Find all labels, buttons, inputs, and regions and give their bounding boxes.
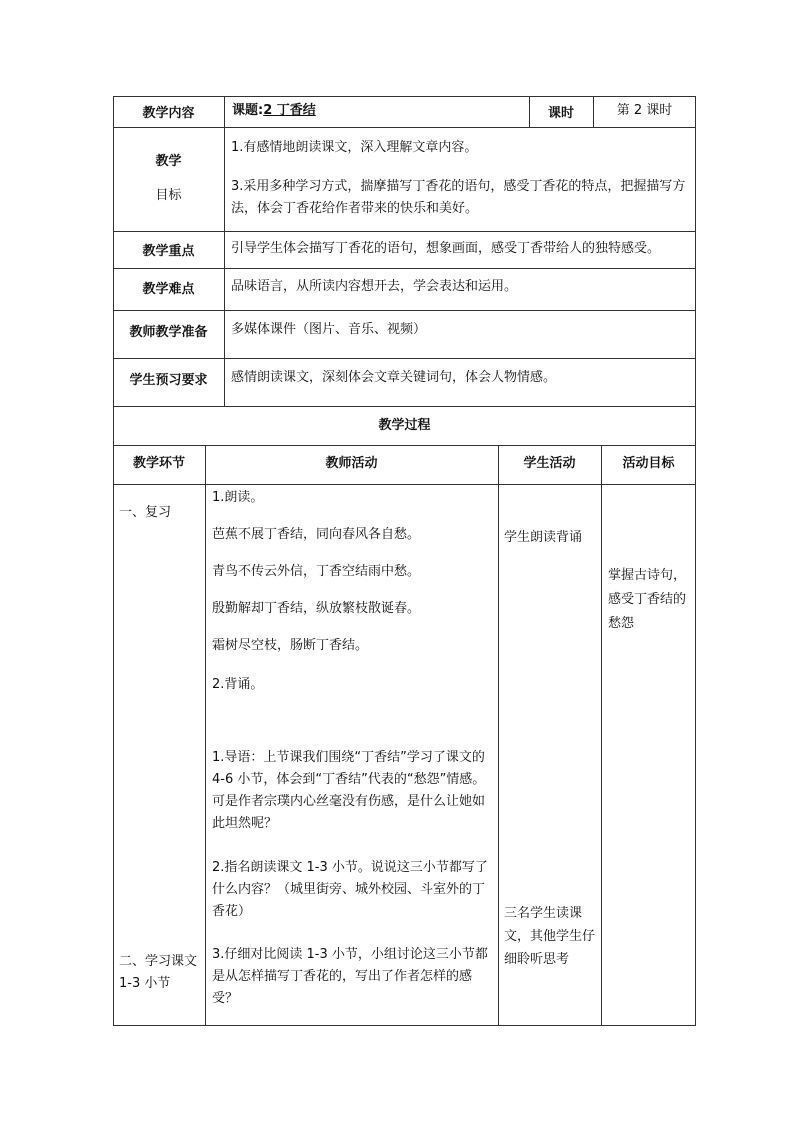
teacher-activity-line: 1.导语：上节课我们围绕“丁香结”学习了课文的 4-6 小节，体会到“丁香结”代表的“愁怨”情感。可是作者宗璞内心丝毫没有伤感，是什么让她如此坦然呢？ [212,750,486,831]
goals-label-line1: 教学 [155,154,182,169]
lesson-title-text: 2 丁香结 [263,103,316,118]
col-divider [224,96,225,406]
row-divider [113,231,696,232]
goal-item: 3.采用多种学习方式，揣摩描写丁香花的语句，感受丁香花的特点，把握描写方法，体会丁香花给作者带来的快乐和美好。 [231,179,686,216]
lesson-title [232,101,527,121]
row-divider [113,484,696,485]
goal-item: 1.有感情地朗读课文，深入理解文章内容。 [231,140,478,155]
teacher-activity-line: 霜树尽空枝，肠断丁香结。 [212,638,369,653]
activity-goal-review: 掌握古诗句，感受丁香结的愁怨 [608,568,687,631]
period-label: 课时 [547,106,574,121]
stage-study-name: 二、学习课文 1-3 小节 [119,954,198,991]
col-divider [205,445,206,1026]
row-divider [113,310,696,311]
teacher-prep-label: 教师教学准备 [129,325,208,340]
student-activity-study: 三名学生读课文，其他学生仔细聆听思考 [504,906,596,967]
column-header-stage: 教学环节 [132,456,185,471]
teacher-prep-text: 多媒体课件（图片、音乐、视频） [231,322,427,337]
column-header-goal: 活动目标 [622,456,675,471]
row-divider [113,127,696,128]
teacher-activity-line: 1.朗读。 [212,490,264,505]
process-title: 教学过程 [378,418,431,433]
teacher-activity-line: 青鸟不传云外信，丁香空结雨中愁。 [212,564,421,579]
key-points-label: 教学重点 [142,244,195,259]
difficulties-label: 教学难点 [142,282,195,297]
column-header-student: 学生活动 [523,456,576,471]
column-header-teacher: 教师活动 [325,456,378,471]
student-activity-review: 学生朗读背诵 [504,530,583,545]
stage-review-name: 一、复习 [119,505,172,520]
row-divider [113,268,696,269]
row-divider [113,358,696,359]
student-prep-text: 感情朗读课文，深刻体会文章关键词句，体会人物情感。 [231,370,557,385]
teacher-activity-line: 2.指名朗读课文 1-3 小节。说说这三小节都写了什么内容？（城里街旁、城外校园、斗室外的丁香花） [212,860,488,919]
teacher-activity-line: 2.背诵。 [212,677,264,692]
row-divider [113,445,696,446]
col-divider [601,445,602,1026]
period-value: 第 2 课时 [616,103,673,118]
student-prep-label: 学生预习要求 [129,373,208,388]
key-points-text: 引导学生体会描写丁香花的语句，想象画面，感受丁香带给人的独特感受。 [231,241,661,256]
teacher-activity-line: 3.仔细对比阅读 1-3 小节，小组讨论这三小节都是从怎样描写丁香花的，写出了作者怎样的感受？ [212,947,488,1006]
teacher-activity-line: 殷勤解却丁香结，纵放繁枝散诞春。 [212,601,421,616]
lesson-prefix: 课题: [232,103,264,118]
teacher-activity-line: 芭蕉不展丁香结，同向春风各自愁。 [212,527,421,542]
row-divider [113,406,696,407]
col-divider [498,445,499,1026]
difficulties-text: 品味语言，从所读内容想开去，学会表达和运用。 [231,279,518,294]
content-label: 教学内容 [142,106,195,121]
goals-label-line2: 目标 [155,188,182,203]
